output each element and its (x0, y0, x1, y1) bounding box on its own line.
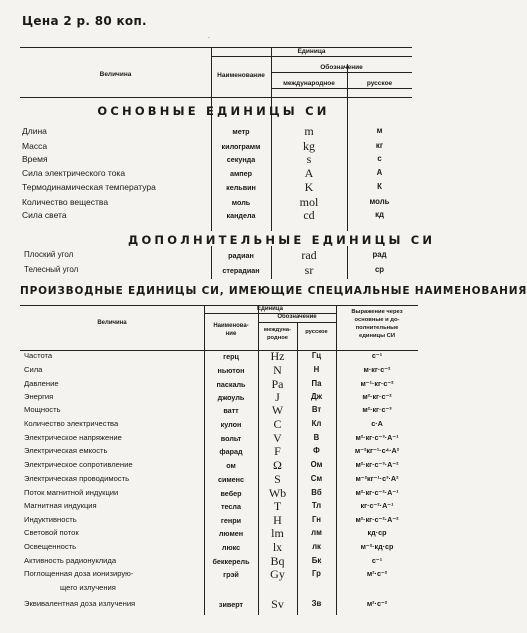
quantity-name: Электрическое напряжение (24, 433, 122, 442)
unit-name: килограмм (221, 142, 261, 151)
russian-symbol: моль (369, 197, 390, 206)
intl-symbol: sr (304, 263, 314, 277)
unit-name: вольт (220, 434, 242, 443)
unit-name: люкс (221, 543, 241, 552)
price-label: Цена 2 р. 80 коп. (22, 14, 147, 28)
quantity-name: Освещенность (24, 542, 77, 551)
unit-name: грэй (223, 570, 239, 579)
unit-name: вебер (220, 489, 242, 498)
russian-symbol: Дж (310, 392, 323, 401)
quantity-name: Время (22, 154, 48, 164)
unit-name: люмен (218, 529, 244, 538)
russian-symbol: Ф (313, 446, 320, 455)
intl-symbol: Wb (268, 486, 287, 500)
quantity-name: Масса (22, 141, 48, 151)
intl-symbol: cd (303, 208, 315, 222)
intl-symbol: A (304, 166, 314, 180)
russian-symbol: лк (312, 542, 321, 551)
derived-header-designation: Обозначение (277, 314, 317, 320)
base-expression: кг·с⁻²·А⁻¹ (360, 501, 394, 510)
derived-header-name-2: ние (225, 331, 237, 337)
base-expression: с⁻¹ (371, 556, 383, 565)
base-expression: м²·кг·с⁻³ (362, 405, 392, 414)
russian-symbol: Зв (311, 599, 322, 608)
russian-symbol: Гр (312, 569, 321, 578)
base-expression: м²·кг·с⁻²·А⁻² (355, 515, 399, 524)
quantity-name: Поглощенная доза ионизирую- (24, 569, 134, 578)
derived-header-expr-1: Выражение через (351, 309, 403, 315)
base-expression: с⁻¹ (371, 351, 383, 360)
quantity-name: Телесный угол (24, 265, 79, 274)
quantity-name: Эквивалентная доза излучения (24, 599, 136, 608)
intl-symbol: Hz (270, 349, 285, 363)
derived-header-expr-3: полнительные (355, 325, 399, 331)
intl-symbol: T (273, 499, 282, 513)
base-expression: м⁻¹·кг·с⁻² (360, 379, 394, 388)
intl-symbol: lx (272, 540, 283, 554)
header-name: Наименование (217, 72, 265, 79)
intl-symbol: H (273, 513, 282, 527)
russian-symbol: Кл (311, 419, 322, 428)
quantity-name: Мощность (24, 405, 61, 414)
russian-symbol: Вб (311, 488, 322, 497)
russian-symbol: Тл (311, 501, 322, 510)
quantity-name: Поток магнитной индукции (24, 488, 119, 497)
unit-name: паскаль (216, 380, 246, 389)
intl-symbol: Sv (271, 597, 284, 611)
quantity-name: Световой поток (24, 528, 79, 537)
quantity-name: Электрическое сопротивление (24, 460, 133, 469)
unit-name: беккерель (212, 557, 250, 566)
unit-name: кельвин (226, 183, 256, 192)
intl-symbol: mol (299, 195, 319, 209)
base-expression: м²·с⁻² (366, 569, 388, 578)
unit-name: ватт (223, 406, 239, 415)
derived-header-name-1: Наименова- (213, 323, 249, 329)
unit-name: джоуль (217, 393, 245, 402)
quantity-name-cont: щего излучения (60, 583, 116, 592)
quantity-name: Электрическая емкость (24, 446, 108, 455)
unit-name: ом (226, 461, 236, 470)
unit-name: стерадиан (222, 266, 260, 275)
quantity-name: Плоский угол (24, 250, 74, 259)
quantity-name: Сила (24, 365, 43, 374)
intl-symbol: kg (303, 139, 315, 153)
base-expression: кд·ср (367, 528, 387, 537)
quantity-name: Энергия (24, 392, 54, 401)
derived-header-expr-4: единицы СИ (358, 333, 395, 339)
intl-symbol: K (304, 180, 314, 194)
unit-name: метр (232, 127, 250, 136)
quantity-name: Частота (24, 351, 53, 360)
intl-symbol: Gy (270, 567, 285, 581)
unit-name: сименс (217, 475, 245, 484)
quantity-name: Термодинамическая температура (22, 182, 156, 192)
base-expression: м²·кг·с⁻² (362, 392, 392, 401)
unit-name: радиан (228, 251, 254, 260)
russian-symbol: Бк (311, 556, 322, 565)
russian-symbol: лм (311, 528, 322, 537)
section-title-derived: ПРОИЗВОДНЫЕ ЕДИНИЦЫ СИ, ИМЕЮЩИЕ СПЕЦИАЛЬНЫЕ НАИМЕНОВАНИЯ (20, 285, 527, 297)
russian-symbol: К (377, 182, 382, 191)
base-expression: м⁻²кг⁻¹·с⁴·А² (354, 446, 400, 455)
quantity-name: Магнитная индукция (24, 501, 97, 510)
base-expression: м⁻²·кд·ср (360, 542, 394, 551)
base-expression: м·кг·с⁻² (363, 365, 391, 374)
intl-symbol: W (271, 403, 284, 417)
russian-symbol: Гн (312, 515, 321, 524)
russian-symbol: кд (375, 210, 384, 219)
unit-name: тесла (221, 502, 241, 511)
header-russian: русское (366, 80, 393, 87)
intl-symbol: N (273, 363, 282, 377)
unit-name: ньютон (217, 366, 245, 375)
section-title-base: ОСНОВНЫЕ ЕДИНИЦЫ СИ (97, 104, 330, 118)
intl-symbol: lm (271, 526, 284, 540)
quantity-name: Сила света (22, 210, 67, 220)
intl-symbol: s (306, 152, 312, 166)
unit-name: зиверт (218, 600, 244, 609)
header-quantity: Величина (99, 71, 132, 78)
intl-symbol: C (273, 417, 282, 431)
russian-symbol: рад (372, 250, 387, 259)
russian-symbol: с (377, 154, 382, 163)
russian-symbol: Па (311, 379, 322, 388)
russian-symbol: См (310, 474, 323, 483)
header-designation: Обозначение (320, 64, 363, 71)
intl-symbol: S (274, 472, 281, 486)
intl-symbol: V (273, 431, 282, 445)
unit-name: секунда (226, 155, 256, 164)
unit-name: моль (231, 198, 251, 207)
derived-header-russian: русское (305, 329, 328, 335)
intl-symbol: m (304, 124, 314, 138)
intl-symbol: Pa (271, 377, 284, 391)
derived-header-expr-2: основные и до- (354, 317, 400, 323)
russian-symbol: Вт (311, 405, 322, 414)
unit-name: кандела (226, 211, 256, 220)
header-international: международное (283, 80, 335, 87)
unit-name: ампер (229, 169, 253, 178)
quantity-name: Сила электрического тока (22, 168, 126, 178)
unit-name: герц (223, 352, 239, 361)
pen-mark: ´ (208, 38, 210, 44)
unit-name: кулон (220, 420, 242, 429)
base-expression: с·А (371, 419, 383, 428)
derived-header-intl-1: междуна- (263, 327, 292, 333)
quantity-name: Количество электричества (24, 419, 119, 428)
quantity-name: Длина (22, 126, 47, 136)
base-expression: м²·кг·с⁻²·А⁻¹ (355, 488, 399, 497)
base-expression: м⁻²кг⁻¹·с³·А² (355, 474, 399, 483)
russian-symbol: м (376, 126, 383, 135)
derived-header-quantity: Величина (97, 320, 127, 326)
base-expression: м²·с⁻² (366, 599, 388, 608)
intl-symbol: F (274, 444, 281, 458)
russian-symbol: В (313, 433, 320, 442)
intl-symbol: Ω (273, 458, 282, 472)
quantity-name: Давление (24, 379, 59, 388)
derived-header-unit: Единица (257, 306, 283, 312)
russian-symbol: Гц (311, 351, 322, 360)
russian-symbol: Ом (310, 460, 323, 469)
intl-symbol: rad (301, 248, 317, 262)
quantity-name: Активность радионуклида (24, 556, 117, 565)
base-expression: м²·кг·с⁻³·А⁻¹ (355, 433, 399, 442)
derived-header-intl-2: родное (267, 335, 288, 341)
unit-name: генри (220, 516, 242, 525)
russian-symbol: Н (313, 365, 320, 374)
intl-symbol: Bq (270, 554, 285, 568)
unit-name: фарад (219, 447, 243, 456)
russian-symbol: кг (375, 141, 384, 150)
intl-symbol: J (275, 390, 280, 404)
quantity-name: Индуктивность (24, 515, 77, 524)
base-expression: м²·кг·с⁻³·А⁻² (355, 460, 399, 469)
section-title-supplementary: ДОПОЛНИТЕЛЬНЫЕ ЕДИНИЦЫ СИ (128, 233, 436, 247)
russian-symbol: А (376, 168, 383, 177)
russian-symbol: ср (374, 265, 385, 274)
quantity-name: Электрическая проводимость (24, 474, 130, 483)
header-unit: Единица (297, 48, 326, 55)
quantity-name: Количество вещества (22, 197, 109, 207)
